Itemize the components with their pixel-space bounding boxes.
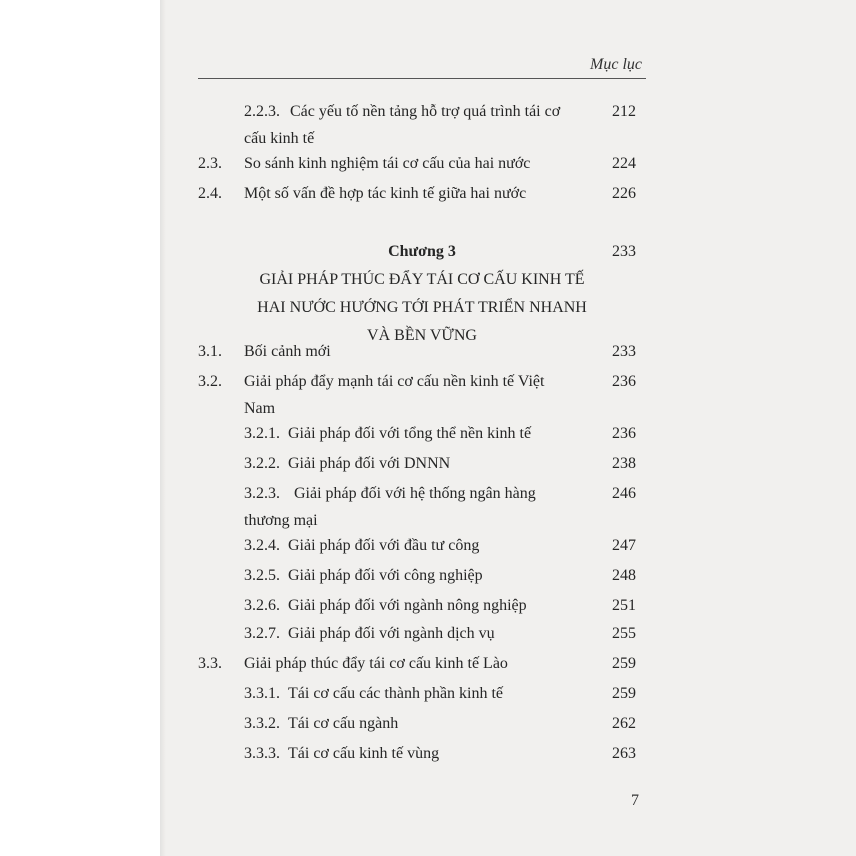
toc-entry-number: 3.2.2.: [244, 455, 280, 472]
toc-entry-page: 263: [612, 745, 636, 762]
chapter-title-line-2: HAI NƯỚC HƯỚNG TỚI PHÁT TRIỂN NHANH: [257, 299, 587, 316]
toc-entry-text: Bối cảnh mới: [244, 343, 331, 360]
toc-entry-text: Giải pháp đối với hệ thống ngân hàng: [294, 485, 536, 502]
toc-entry-text: Giải pháp đối với đầu tư công: [288, 537, 480, 554]
toc-entry-page: 248: [612, 567, 636, 584]
toc-entry-number: 3.3.: [198, 655, 222, 672]
page-number: 7: [631, 792, 639, 809]
toc-entry-number: 3.2.4.: [244, 537, 280, 554]
toc-entry-text: Giải pháp thúc đẩy tái cơ cấu kinh tế Lào: [244, 655, 508, 672]
toc-entry-page: 238: [612, 455, 636, 472]
toc-entry-text: Một số vấn đề hợp tác kinh tế giữa hai nước: [244, 185, 527, 202]
toc-entry-text: Giải pháp đối với DNNN: [288, 455, 451, 472]
toc-entry-text: Giải pháp đối với ngành nông nghiệp: [288, 597, 527, 614]
toc-entry-number: 3.3.1.: [244, 685, 280, 702]
toc-entry-number: 3.3.2.: [244, 715, 280, 732]
toc-entry-number: 2.4.: [198, 185, 222, 202]
chapter-heading: Chương 3: [388, 243, 456, 260]
toc-entry-number: 3.2.5.: [244, 567, 280, 584]
toc-entry-text-continued: Nam: [244, 400, 276, 417]
toc-entry-number: 3.2.7.: [244, 625, 280, 642]
toc-entry-text: So sánh kinh nghiệm tái cơ cấu của hai nước: [244, 155, 531, 172]
toc-entry-page: 236: [612, 425, 636, 442]
toc-entry-text: Giải pháp đối với công nghiệp: [288, 567, 483, 584]
toc-entry-page: 226: [612, 185, 636, 202]
toc-entry-text: Các yếu tố nền tảng hỗ trợ quá trình tái cơ: [290, 103, 561, 120]
toc-entry-page: 236: [612, 373, 636, 390]
toc-entry-text: Giải pháp đẩy mạnh tái cơ cấu nền kinh tế Việt: [244, 373, 545, 390]
toc-entry-page: 233: [612, 343, 636, 360]
chapter-page: 233: [612, 243, 636, 260]
toc-entry-page: 246: [612, 485, 636, 502]
toc-entry-page: 224: [612, 155, 636, 172]
toc-entry-page: 262: [612, 715, 636, 732]
toc-entry-page: 259: [612, 655, 636, 672]
chapter-block: [198, 238, 646, 350]
toc-entry-page: 259: [612, 685, 636, 702]
toc-entry-text: Tái cơ cấu kinh tế vùng: [288, 745, 440, 762]
toc-entry-number: 3.2.6.: [244, 597, 280, 614]
toc-entry-page: 247: [612, 537, 636, 554]
chapter-title-line-1: GIẢI PHÁP THÚC ĐẨY TÁI CƠ CẤU KINH TẾ: [259, 271, 585, 288]
toc-entry-text: Giải pháp đối với tổng thể nền kinh tế: [288, 425, 532, 442]
page-edge-shadow: [160, 0, 166, 856]
toc-entry-text: Tái cơ cấu ngành: [288, 715, 399, 732]
toc-entry-page: 212: [612, 103, 636, 120]
toc-entry-text: Giải pháp đối với ngành dịch vụ: [288, 625, 495, 642]
chapter-title-line-3: VÀ BỀN VỮNG: [367, 327, 477, 344]
toc-entry-page: 255: [612, 625, 636, 642]
toc-entry-number: 3.2.3.: [244, 485, 280, 502]
toc-entry-page: 251: [612, 597, 636, 614]
toc-entry-number: 2.2.3.: [244, 103, 280, 120]
toc-entry-text: Tái cơ cấu các thành phần kinh tế: [288, 685, 504, 702]
header-rule: [198, 78, 646, 79]
toc-entry-text-continued: thương mại: [244, 512, 318, 529]
running-header-title: Mục lục: [590, 56, 642, 73]
toc-entry-number: 3.1.: [198, 343, 222, 360]
toc-entry-text-continued: cấu kinh tế: [244, 130, 315, 147]
toc-entry-number: 2.3.: [198, 155, 222, 172]
toc-entry-number: 3.2.1.: [244, 425, 280, 442]
toc-entry-number: 3.3.3.: [244, 745, 280, 762]
toc-entry-number: 3.2.: [198, 373, 222, 390]
